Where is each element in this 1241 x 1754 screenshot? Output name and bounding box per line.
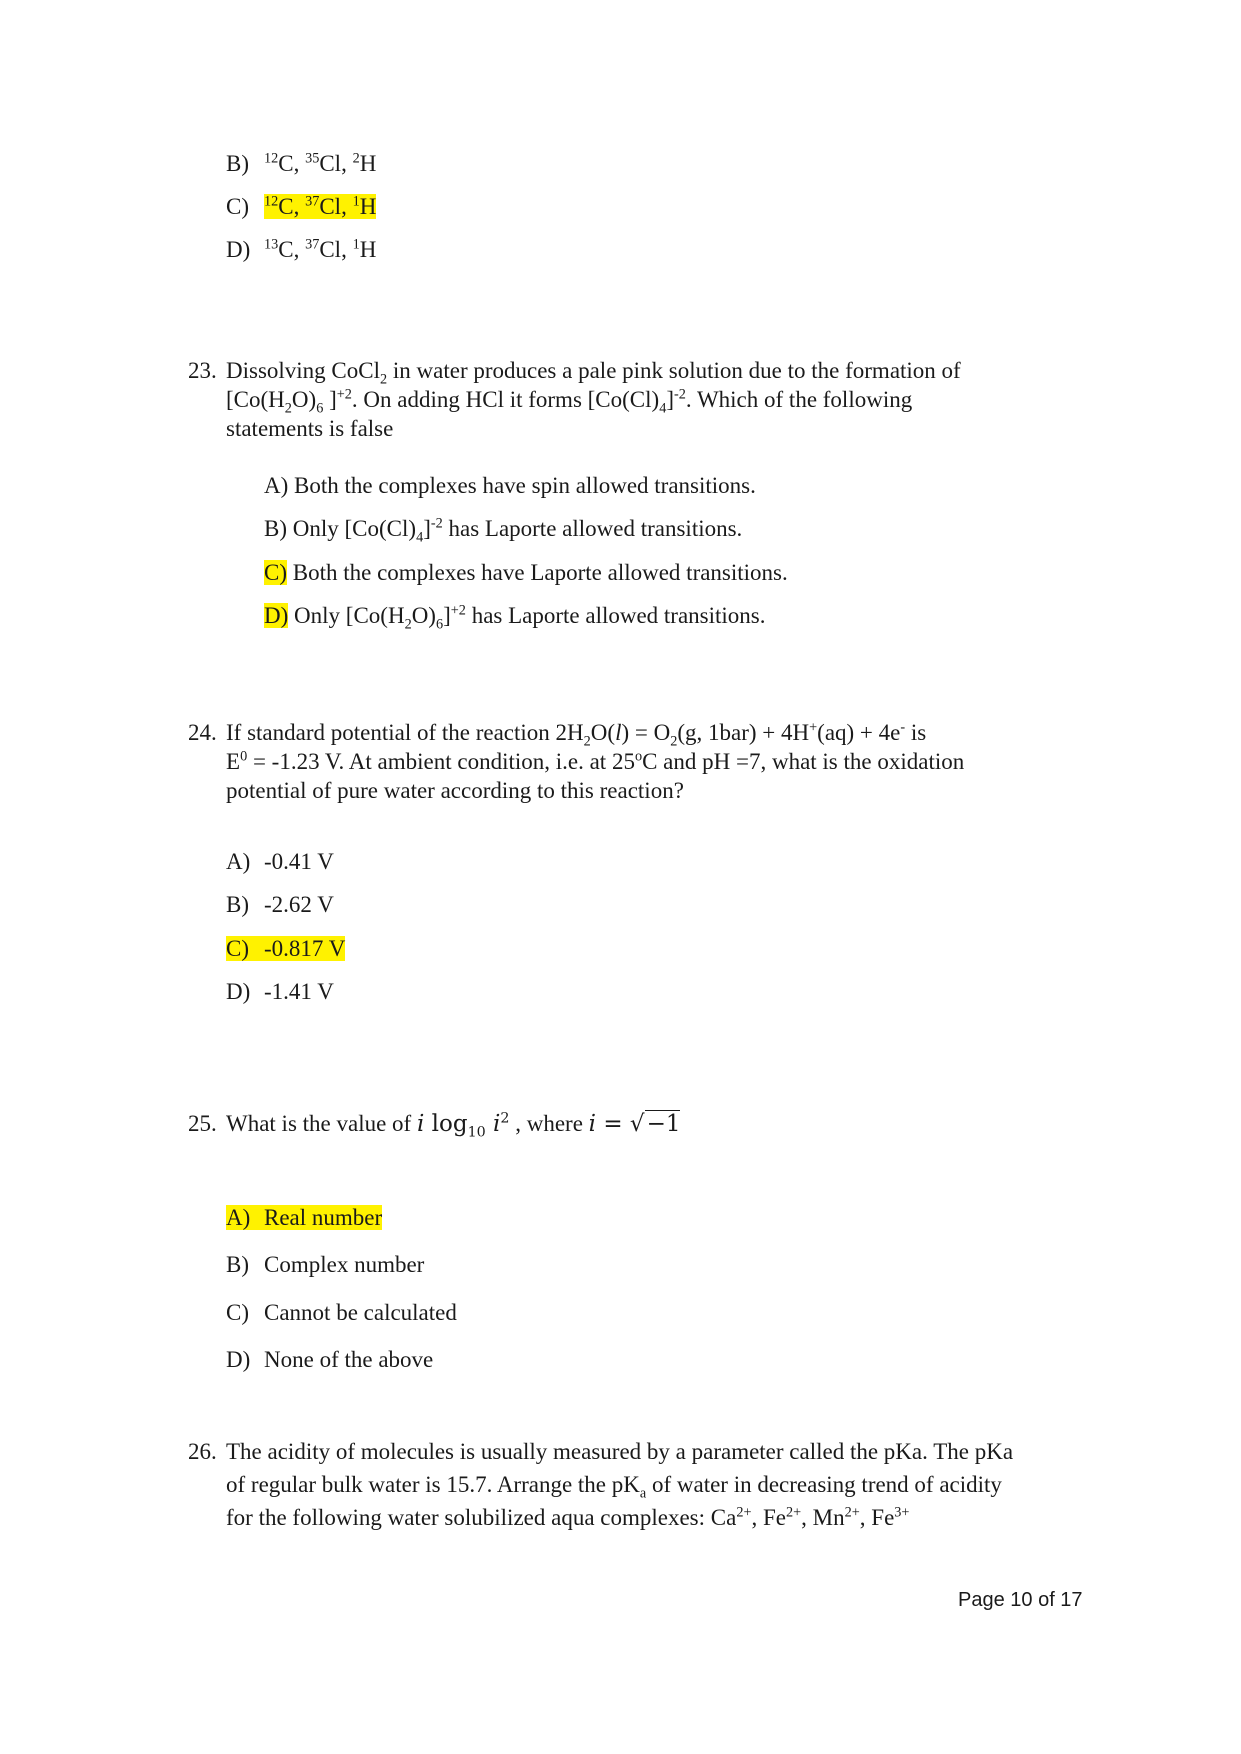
option-label: D) xyxy=(264,603,289,628)
option-text: Only [Co(Cl) xyxy=(287,516,417,541)
element: C, xyxy=(278,151,300,176)
q25-option-b xyxy=(226,1251,424,1279)
option-label: B) xyxy=(226,1252,249,1277)
q24-stem-line2 xyxy=(226,748,964,776)
option-text: -1.41 V xyxy=(264,979,334,1004)
question-number: 24. xyxy=(188,720,217,745)
q23-option-c xyxy=(264,559,788,587)
text: in water produces a pale pink solution due to the formation of xyxy=(387,358,961,383)
element: Cl, xyxy=(319,151,347,176)
radicand: −1 xyxy=(646,1111,681,1137)
q25-option-d xyxy=(226,1346,433,1374)
text: . On adding HCl it forms [Co(Cl) xyxy=(351,387,660,412)
element: H xyxy=(359,194,377,219)
option-text: has Laporte allowed transitions. xyxy=(465,603,766,628)
text: The acidity of molecules is usually measured by a parameter called the pKa. The pKa xyxy=(226,1439,1014,1464)
option-label: D) xyxy=(226,1347,251,1372)
element: Cl, xyxy=(319,237,347,262)
q24-option-a xyxy=(226,848,334,876)
mass-number: 12 xyxy=(264,193,279,210)
text: Dissolving CoCl xyxy=(226,358,381,383)
subscript: 6 xyxy=(435,616,444,633)
element: Cl, xyxy=(319,194,347,219)
math-variable: i xyxy=(416,1111,425,1137)
superscript: - xyxy=(900,719,906,736)
superscript: 2+ xyxy=(736,1504,752,1521)
text: (aq) + 4e xyxy=(817,720,901,745)
option-text: O) xyxy=(411,603,436,628)
option-text: ] xyxy=(443,603,451,628)
superscript: 2 xyxy=(500,1110,510,1127)
option-text: Cannot be calculated xyxy=(264,1300,457,1325)
text: , Fe xyxy=(859,1505,895,1530)
superscript: 2+ xyxy=(786,1504,802,1521)
text: , Mn xyxy=(801,1505,845,1530)
superscript: 0 xyxy=(240,748,248,765)
q23-option-a xyxy=(264,472,756,500)
text: O) xyxy=(291,387,317,412)
text: ] xyxy=(323,387,337,412)
text: ) = O xyxy=(621,720,671,745)
option-label: C) xyxy=(226,194,249,219)
q26-stem-line1 xyxy=(188,1438,1013,1466)
text: for the following water solubilized aqua complexes: Ca xyxy=(226,1505,737,1530)
q23-stem-line1 xyxy=(188,357,961,388)
option-label: D) xyxy=(226,237,251,262)
option-label: A) xyxy=(226,849,251,874)
q24-option-c xyxy=(226,935,345,963)
element: H xyxy=(359,237,377,262)
subscript: 2 xyxy=(670,733,678,750)
q24-stem-line3: potential of pure water according to this reaction? xyxy=(226,778,684,803)
mass-number: 2 xyxy=(352,150,360,167)
question-number: 23. xyxy=(188,358,217,383)
option-text: Complex number xyxy=(264,1252,425,1277)
q22-option-b xyxy=(226,150,376,178)
subscript: 2 xyxy=(284,400,292,417)
text: O( xyxy=(590,720,616,745)
math-variable: i xyxy=(588,1111,597,1137)
text: [Co(H xyxy=(226,387,285,412)
option-label: A) xyxy=(264,473,289,498)
mass-number: 37 xyxy=(305,236,320,253)
superscript: 2+ xyxy=(844,1504,860,1521)
sqrt-symbol: √ xyxy=(629,1111,645,1137)
option-text: Both the complexes have spin allowed transitions. xyxy=(288,473,756,498)
option-text: has Laporte allowed transitions. xyxy=(442,516,743,541)
text: E xyxy=(226,749,241,774)
superscript: +2 xyxy=(336,386,352,403)
page-number: Page 10 of 17 xyxy=(958,1589,1083,1611)
question-number: 26. xyxy=(188,1439,217,1464)
math-operator: = xyxy=(596,1111,630,1137)
q24-option-d xyxy=(226,978,334,1006)
option-label: B) xyxy=(226,151,249,176)
mass-number: 13 xyxy=(264,236,279,253)
text: , Fe xyxy=(751,1505,786,1530)
superscript: + xyxy=(809,719,818,736)
option-label: C) xyxy=(226,936,249,961)
q24-option-b xyxy=(226,891,334,919)
text: = -1.23 V. At ambient condition, i.e. at 25 xyxy=(247,749,635,774)
italic-text: l xyxy=(615,720,622,745)
mass-number: 35 xyxy=(305,150,320,167)
subscript: 6 xyxy=(316,400,324,417)
option-text: Both the complexes have Laporte allowed transitions. xyxy=(287,560,788,585)
option-text: -0.41 V xyxy=(264,849,334,874)
option-text: None of the above xyxy=(264,1347,434,1372)
superscript: +2 xyxy=(450,602,466,619)
option-text: Real number xyxy=(264,1205,383,1230)
subscript: 2 xyxy=(583,733,591,750)
highlighted-answer xyxy=(226,936,345,961)
subscript: 2 xyxy=(404,616,412,633)
subscript: 2 xyxy=(380,371,388,388)
math-variable: i xyxy=(485,1111,501,1137)
mass-number: 1 xyxy=(352,193,360,210)
q23-stem-line2 xyxy=(226,386,913,417)
mass-number: 1 xyxy=(352,236,360,253)
text: , where xyxy=(509,1111,589,1136)
superscript: o xyxy=(634,748,643,765)
option-label: B) xyxy=(264,516,287,541)
option-text: ] xyxy=(423,516,431,541)
text: is xyxy=(905,720,927,745)
q24-stem-line1 xyxy=(188,719,927,750)
highlighted-answer xyxy=(226,1205,382,1230)
question-number: 25. xyxy=(188,1111,217,1136)
text: . Which of the following xyxy=(685,387,913,412)
q23-option-d xyxy=(264,602,766,633)
superscript: 3+ xyxy=(894,1504,910,1521)
option-label: D) xyxy=(226,979,251,1004)
text: What is the value of xyxy=(226,1111,417,1136)
text: (g, 1bar) + 4H xyxy=(677,720,810,745)
q26-stem-line2 xyxy=(226,1471,1002,1502)
option-label: B) xyxy=(226,892,249,917)
q22-option-c xyxy=(226,193,376,221)
text: ] xyxy=(666,387,674,412)
superscript: -2 xyxy=(674,386,686,403)
subscript: 4 xyxy=(416,529,424,546)
superscript: -2 xyxy=(430,515,443,532)
q22-option-d xyxy=(226,236,376,264)
math-function: log xyxy=(424,1111,468,1137)
option-text: -2.62 V xyxy=(264,892,334,917)
element: H xyxy=(359,151,377,176)
text: of regular bulk water is 15.7. Arrange the pK xyxy=(226,1472,640,1497)
q25-stem xyxy=(188,1110,681,1141)
q25-option-a xyxy=(226,1204,382,1232)
option-label: A) xyxy=(226,1205,251,1230)
q23-option-b xyxy=(264,515,743,546)
q25-option-c xyxy=(226,1299,457,1327)
highlighted-answer xyxy=(264,194,376,219)
option-text: -0.817 V xyxy=(264,936,346,961)
q26-stem-line3 xyxy=(226,1504,909,1532)
text: If standard potential of the reaction 2H xyxy=(226,720,584,745)
mass-number: 37 xyxy=(305,193,320,210)
option-text: Only [Co(H xyxy=(288,603,405,628)
text: C and pH =7, what is the oxidation xyxy=(642,749,965,774)
element: C, xyxy=(278,237,300,262)
subscript: a xyxy=(639,1485,647,1502)
option-label: C) xyxy=(264,560,287,585)
text: of water in decreasing trend of acidity xyxy=(646,1472,1002,1497)
element: C, xyxy=(278,194,300,219)
mass-number: 12 xyxy=(264,150,279,167)
q23-stem-line3: statements is false xyxy=(226,416,394,441)
option-label: C) xyxy=(226,1300,249,1325)
subscript: 10 xyxy=(467,1124,486,1141)
subscript: 4 xyxy=(659,400,667,417)
